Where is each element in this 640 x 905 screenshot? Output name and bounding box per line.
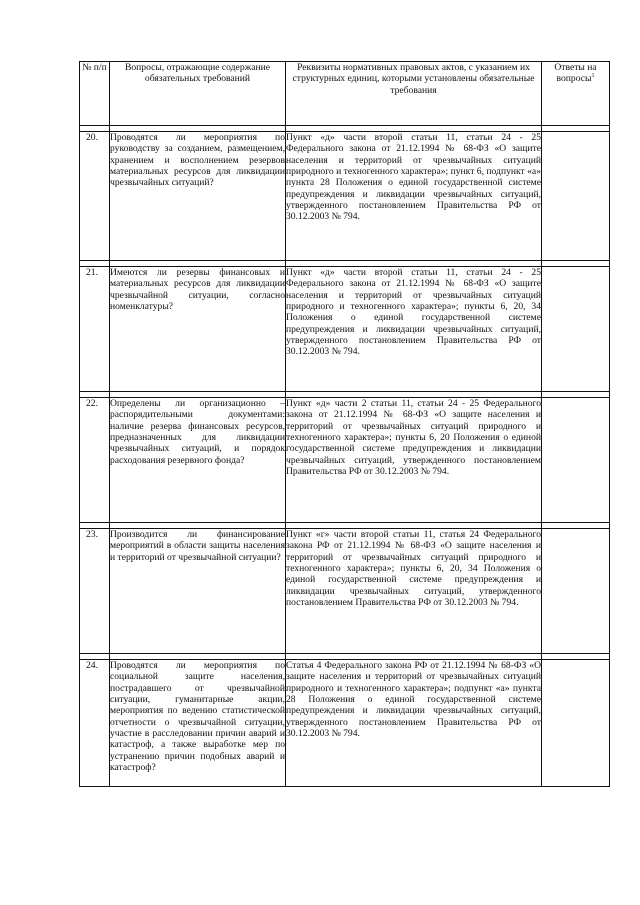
answer-cell[interactable] [542,660,610,787]
table-row [80,398,610,523]
header-answers [542,62,610,126]
header-answers-label: Ответы на вопросы [554,62,597,85]
question-cell: Проводятся ли мероприятия по руководству за созданием, размещением, хранением и восполнением резервов материальных ресурсов для ликвидации чрезвычайных ситуаций? [110,132,286,261]
row-number: 21. [80,267,110,392]
question-cell: Производится ли финансирование мероприятий в области защиты населения и территорий от чрезвычайной ситуации? [110,529,286,654]
row-number: 22. [80,398,110,523]
question-cell: Имеются ли резервы финансовых и материальных ресурсов для ликвидации чрезвычайной ситуации, согласно номенклатуры? [110,267,286,392]
header-requisites: Реквизиты нормативных правовых актов, с указанием их структурных единиц, которыми установлены обязательные требования [286,62,542,126]
header-questions: Вопросы, отражающие содержание обязательных требований [110,62,286,126]
table-row [80,529,610,654]
row-number: 24. [80,660,110,787]
requisites-cell: Пункт «д» части второй статьи 11, статьи 24 - 25 Федерального закона от 21.12.1994 № 68-ФЗ «О защите населения и территорий от чрезвычайных ситуаций природного и техногенного характера»; пункты 6, 20, 34 Положения о единой государственной системе предупреждения и ликвидации чрезвычайных ситуаций, утвержденного постановлением Правительства РФ от 30.12.2003 № 794. [286,267,542,392]
answer-cell[interactable] [542,529,610,654]
row-number: 23. [80,529,110,654]
table-header-row [80,62,610,126]
requisites-cell: Пункт «д» части второй статьи 11, статьи 24 - 25 Федерального закона от 21.12.1994 № 68-ФЗ «О защите населения и территорий от чрезвычайных ситуаций природного и техногенного характера»; пункт 6, подпункт «а» пункта 28 Положения о единой государственной системе предупреждения и ликвидации чрезвычайных ситуаций, утвержденного постановлением Правительства РФ от 30.12.2003 № 794. [286,132,542,261]
answer-cell[interactable] [542,398,610,523]
row-number: 20. [80,132,110,261]
requisites-cell: Пункт «г» части второй статьи 11, статья 24 Федерального закона РФ от 21.12.1994 № 68-ФЗ «О защите населения и территорий от чрезвычайных ситуаций природного и техногенного характера»; пункты 6, 20, 34 Положения о единой государственной системе предупреждения и ликвидации чрезвычайных ситуаций, утвержденного постановлением Правительства РФ от 30.12.2003 № 794. [286,529,542,654]
requirements-table [79,61,610,787]
question-cell: Определены ли организационно – распорядительными документами: наличие резерва финансовых ресурсов, предназначенных для ликвидации чрезвычайных ситуаций, и порядок расходования резервного фонда? [110,398,286,523]
question-cell: Проводятся ли мероприятия по социальной защите населения, пострадавшего от чрезвычайной ситуации, гуманитарные акции, мероприятия по ведению статистической отчетности о чрезвычайной ситуации, участие в расследовании причин аварий и катастроф, а также выработке мер по устранению причин подобных аварий и катастроф? [110,660,286,787]
answer-cell[interactable] [542,267,610,392]
requisites-cell: Пункт «д» части 2 статьи 11, статьи 24 - 25 Федерального закона от 21.12.1994 № 68-ФЗ «О защите населения и территорий от чрезвычайных ситуаций природного и техногенного характера»; пункты 6, 20 Положения о единой государственной системе предупреждения и ликвидации чрезвычайных ситуаций, утвержденного постановлением Правительства РФ от 30.12.2003 № 794. [286,398,542,523]
footnote-marker: 1 [591,73,595,80]
answer-cell[interactable] [542,132,610,261]
header-num: № п/п [80,62,110,126]
table-row [80,132,610,261]
requisites-cell: Статья 4 Федерального закона РФ от 21.12.1994 № 68-ФЗ «О защите населения и территорий от чрезвычайных ситуаций природного и техногенного характера»; подпункт «а» пункта 28 Положения о единой государственной системе предупреждения и ликвидации чрезвычайных ситуаций, утвержденного постановлением Правительства РФ от 30.12.2003 № 794. [286,660,542,787]
table-row [80,267,610,392]
table-row [80,660,610,787]
